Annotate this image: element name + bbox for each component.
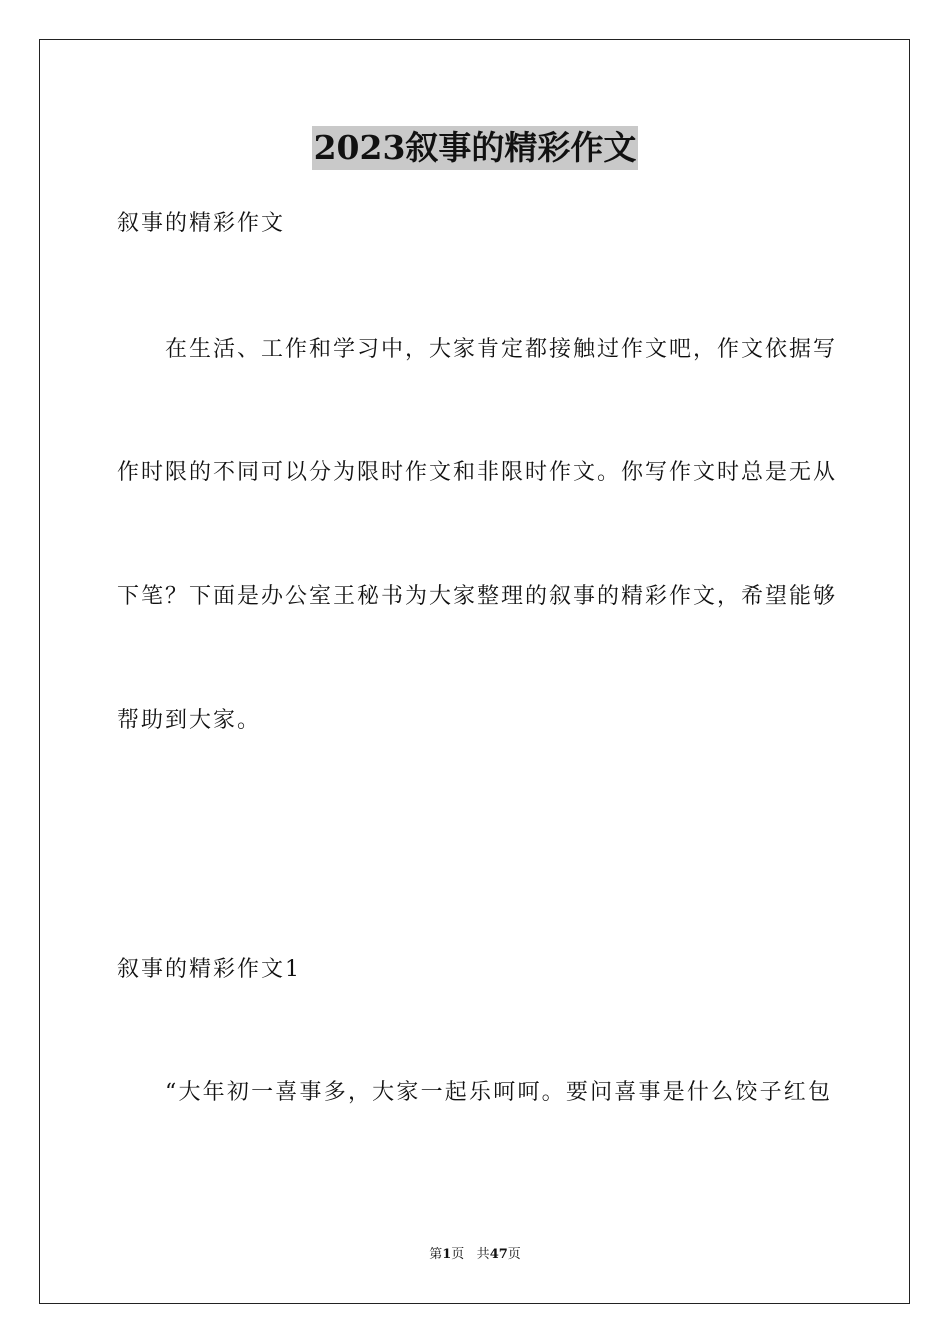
page-footer [0,1246,950,1264]
document-title: 2023叙事的精彩作文 [312,126,639,170]
section-heading: 叙事的精彩作文1 [117,957,301,982]
footer-total-prefix: 共 [476,1247,490,1262]
intro-paragraph-line: 在生活、工作和学习中，大家肯定都接触过作文吧，作文依据写 [165,337,838,362]
document-subtitle: 叙事的精彩作文 [117,211,286,236]
footer-total-pages: 47 [489,1247,508,1262]
footer-page-number: 1 [442,1247,452,1262]
footer-total-suffix: 页 [507,1247,521,1262]
footer-page-suffix: 页 [451,1247,465,1262]
footer-page-prefix: 第 [429,1247,443,1262]
intro-paragraph-line: 下笔？下面是办公室王秘书为大家整理的叙事的精彩作文，希望能够 [117,584,838,609]
section-paragraph-line: “大年初一喜事多，大家一起乐呵呵。要问喜事是什么饺子红包 [165,1080,832,1105]
title-container [0,126,950,170]
intro-paragraph-line: 作时限的不同可以分为限时作文和非限时作文。你写作文时总是无从 [117,460,838,485]
intro-paragraph-line: 帮助到大家。 [117,708,262,733]
